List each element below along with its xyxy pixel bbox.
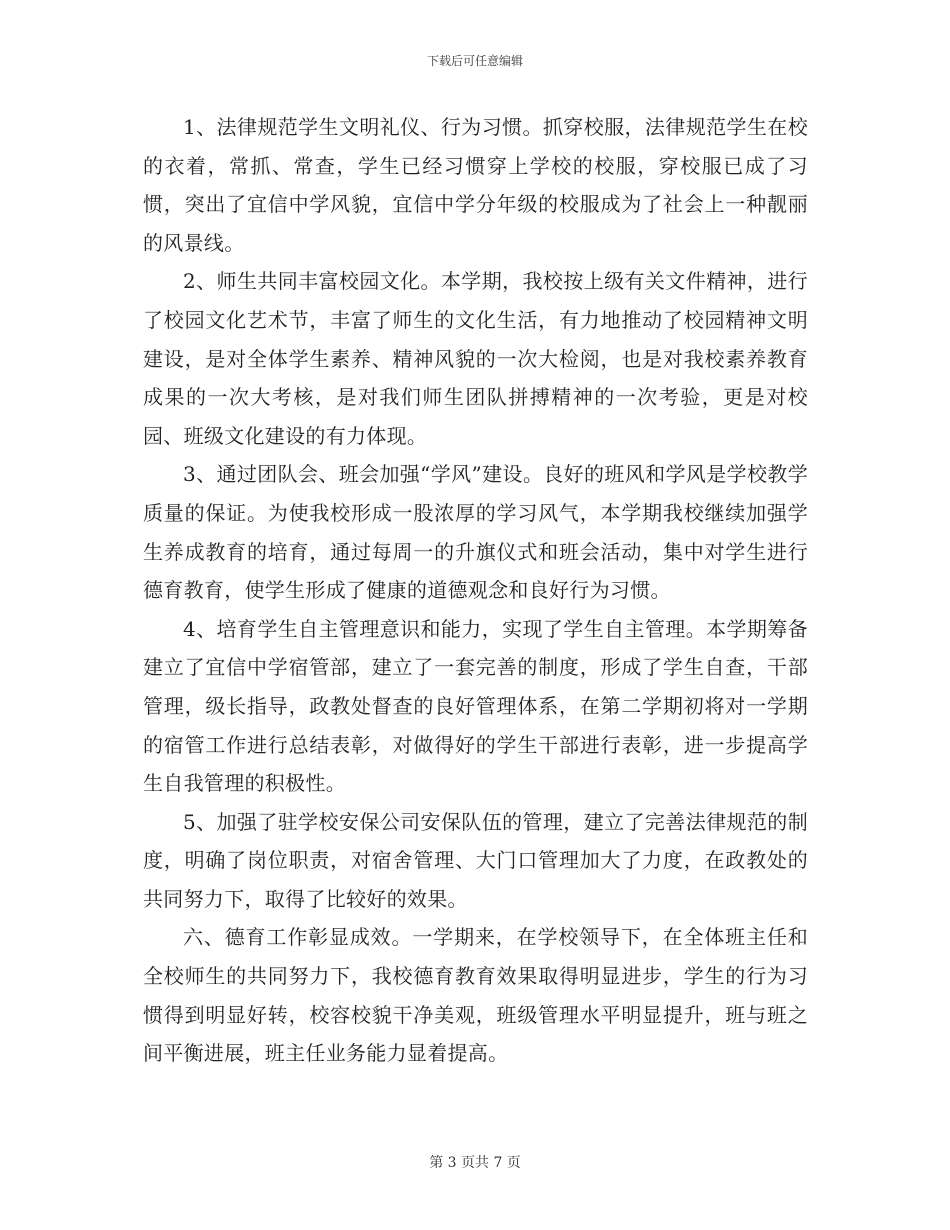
page-header: 下载后可任意编辑 [426,54,523,68]
paragraph-5: 5、加强了驻学校安保公司安保队伍的管理，建立了完善法律规范的制度，明确了岗位职责，对宿舍管理、大门口管理加大了力度，在政教处的共同努力下，取得了比较好的效果。 [143,809,808,911]
paragraph-3: 3、通过团队会、班会加强“学风”建设。良好的班风和学风是学校教学质量的保证。为使我校形成一股浓厚的学习风气，本学期我校继续加强学生养成教育的培育，通过每周一的升旗仪式和班会活动，集中对学生进行德育教育，使学生形成了健康的道德观念和良好行为习惯。 [143,462,808,603]
page-number: 第 3 页共 7 页 [429,1155,521,1171]
paragraph-1: 1、法律规范学生文明礼仪、行为习惯。抓穿校服，法律规范学生在校的衣着，常抓、常查，学生已经习惯穿上学校的校服，穿校服已成了习惯，突出了宜信中学风貌，宜信中学分年级的校服成为了社会上一种靓丽的风景线。 [143,115,808,255]
paragraph-2: 2、师生共同丰富校园文化。本学期，我校按上级有关文件精神，进行了校园文化艺术节，丰富了师生的文化生活，有力地推动了校园精神文明建设，是对全体学生素养、精神风貌的一次大检阅，也是对我校素养教育成果的一次大考核，是对我们师生团队拼搏精神的一次考验，更是对校园、班级文化建设的有力体现。 [143,269,808,448]
paragraph-4: 4、培育学生自主管理意识和能力，实现了学生自主管理。本学期筹备建立了宜信中学宿管部，建立了一套完善的制度，形成了学生自查，干部管理，级长指导，政教处督查的良好管理体系，在第二学期初将对一学期的宿管工作进行总结表彰，对做得好的学生干部进行表彰，进一步提高学生自我管理的积极性。 [143,616,808,796]
document-body [143,108,808,1073]
paragraph-6: 六、德育工作彰显成效。一学期来，在学校领导下，在全体班主任和全校师生的共同努力下，我校德育教育效果取得明显进步，学生的行为习惯得到明显好转，校容校貌干净美观，班级管理水平明显提升，班与班之间平衡进展，班主任业务能力显着提高。 [143,925,808,1066]
